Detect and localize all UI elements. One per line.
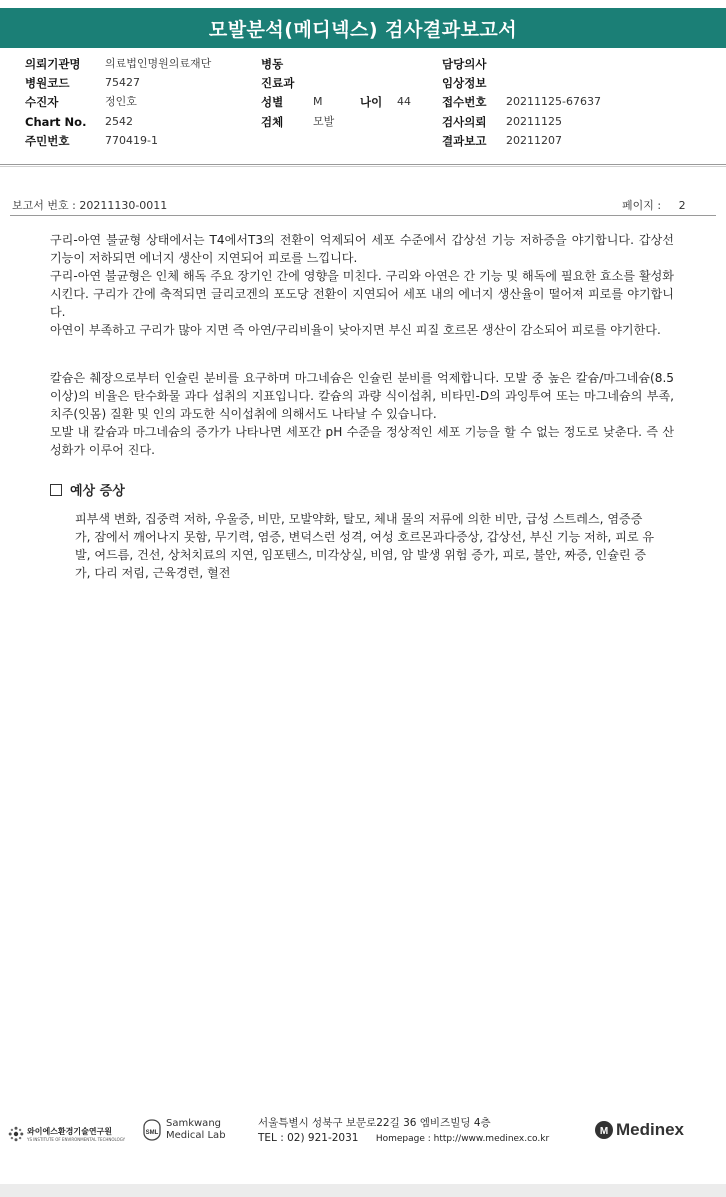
- samkwang-logo: [142, 1118, 226, 1142]
- value-patient: 정인호: [105, 95, 137, 108]
- value-requesting-institution: 의료법인명원의료재단: [105, 57, 212, 70]
- value-specimen: 모발: [313, 115, 335, 128]
- medinex-mark-icon: [594, 1120, 614, 1140]
- label-test-request: 검사의뢰: [442, 115, 487, 129]
- paragraph: 모발 내 칼슘과 마그네슘의 증가가 나타나면 세포간 pH 수준을 정상적인 세포 기능을 할 수 없는 정도로 낮춘다. 즉 산성화가 이루어 진다.: [50, 425, 674, 457]
- value-receipt-number: 20211125-67637: [506, 95, 601, 108]
- label-result-report: 결과보고: [442, 134, 487, 148]
- info-row: [0, 74, 726, 92]
- header-divider-secondary: [0, 166, 726, 167]
- checkbox-icon: [50, 484, 62, 496]
- label-department: 진료과: [261, 76, 295, 90]
- report-title: 모발분석(메디넥스) 검사결과보고서: [0, 8, 726, 48]
- ys-institute-name: 와이에스환경기술연구원: [27, 1127, 113, 1136]
- label-requesting-institution: 의뢰기관명: [25, 57, 81, 71]
- medinex-logo: [594, 1120, 684, 1140]
- ys-institute-logo: [8, 1126, 125, 1142]
- address-line: 서울특별시 성북구 보문로22길 36 엠비즈빌딩 4층: [258, 1117, 491, 1129]
- value-hospital-code: 75427: [105, 76, 140, 89]
- medinex-brand: Medinex: [616, 1120, 685, 1139]
- ys-institute-mark-icon: [8, 1126, 24, 1142]
- value-resident-number: 770419-1: [105, 134, 158, 147]
- samkwang-mark-icon: [142, 1119, 162, 1141]
- label-ward: 병동: [261, 57, 284, 71]
- paragraph: 아연이 부족하고 구리가 많아 지면 즉 아연/구리비율이 낮아지면 부신 피질 호르몬 생산이 감소되어 피로를 야기한다.: [50, 323, 661, 337]
- value-result-report: 20211207: [506, 134, 562, 147]
- info-row: [0, 113, 726, 131]
- lab-address: [258, 1116, 549, 1147]
- label-resident-number: 주민번호: [25, 134, 70, 148]
- info-row: [0, 132, 726, 150]
- paragraph: 칼슘은 췌장으로부터 인슐린 분비를 요구하며 마그네슘은 인슐린 분비를 억제합니다. 모발 중 높은 칼슘/마그네슘(8.5이상)의 비율은 탄수화물 과다 섭취의 지표입니다. 칼슘의 과량 식이섭취, 비타민-D의 과잉투여 또는 마그네슘의 부족, 치주(잇몸) 질환 및 인의 과도한 식이섭취에 의해서도 나타날 수 있습니다.: [50, 371, 674, 421]
- label-hospital-code: 병원코드: [25, 76, 70, 90]
- footer: [0, 1112, 726, 1157]
- value-chart-no: 2542: [105, 115, 133, 128]
- page-number: 페이지 : 2: [622, 199, 686, 212]
- section-title: 예상 증상: [70, 484, 125, 499]
- value-test-request: 20211125: [506, 115, 562, 128]
- label-specimen: 검체: [261, 115, 284, 129]
- value-age: 44: [397, 95, 411, 108]
- homepage-link[interactable]: Homepage : http://www.medinex.co.kr: [375, 1134, 550, 1144]
- samkwang-line1: Samkwang: [166, 1118, 221, 1129]
- findings-block-1: [50, 231, 674, 339]
- paragraph: 구리-아연 불균형은 인체 해독 주요 장기인 간에 영향을 미친다. 구리와 아연은 간 기능 및 해독에 필요한 효소를 활성화시킨다. 구리가 간에 축적되면 글리코겐의 포도당 전환이 지연되어 세포 내의 에너지 생산율이 떨어져 피로를 야기합니다.: [50, 269, 674, 319]
- label-age: 나이: [360, 95, 383, 109]
- paragraph: 구리-아연 불균형 상태에서는 T4에서T3의 전환이 억제되어 세포 수준에서 갑상선 기능 저하증을 야기합니다. 갑상선 기능이 저하되면 에너지 생산이 지연되어 피로를 느낍니다.: [50, 233, 674, 265]
- medinex-mark-text: M: [599, 1126, 609, 1137]
- findings-block-2: [50, 369, 674, 459]
- report-divider: [10, 215, 716, 216]
- label-receipt-number: 접수번호: [442, 95, 487, 109]
- telephone: TEL : 02) 921-2031: [258, 1132, 359, 1144]
- expected-symptoms-heading: [50, 480, 125, 499]
- symptoms-list: 피부색 변화, 집중력 저하, 우울증, 비만, 모발약화, 탈모, 체내 물의 저류에 의한 비만, 급성 스트레스, 염증증가, 잠에서 깨어나지 못함, 무기력, 염증, 변덕스런 성격, 여성 호르몬과다증상, 갑상선, 부신 기능 저하, 피로 유발, 여드름, 건선, 상처치료의 지연, 임포텐스, 미각상실, 비염, 암 발생 위험 증가, 피로, 불안, 짜증, 인슐린 증가, 다리 저림, 근육경련, 혈전: [75, 512, 655, 580]
- label-chart-no: Chart No.: [25, 115, 87, 129]
- label-clinical-info: 임상정보: [442, 76, 487, 90]
- info-row: [0, 55, 726, 73]
- samkwang-mark-text: SML: [145, 1130, 159, 1136]
- bottom-band: [0, 1184, 726, 1197]
- samkwang-line2: Medical Lab: [166, 1130, 226, 1141]
- info-row: [0, 93, 726, 111]
- label-patient: 수진자: [25, 95, 59, 109]
- value-sex: M: [313, 95, 323, 108]
- ys-institute-subname: YS INSTITUTE OF ENVIRONMENTAL TECHNOLOGY: [27, 1137, 126, 1142]
- report-number: 보고서 번호 : 20211130-0011: [12, 199, 168, 212]
- label-doctor: 담당의사: [442, 57, 487, 71]
- header-divider: [0, 164, 726, 165]
- label-sex: 성별: [261, 95, 284, 109]
